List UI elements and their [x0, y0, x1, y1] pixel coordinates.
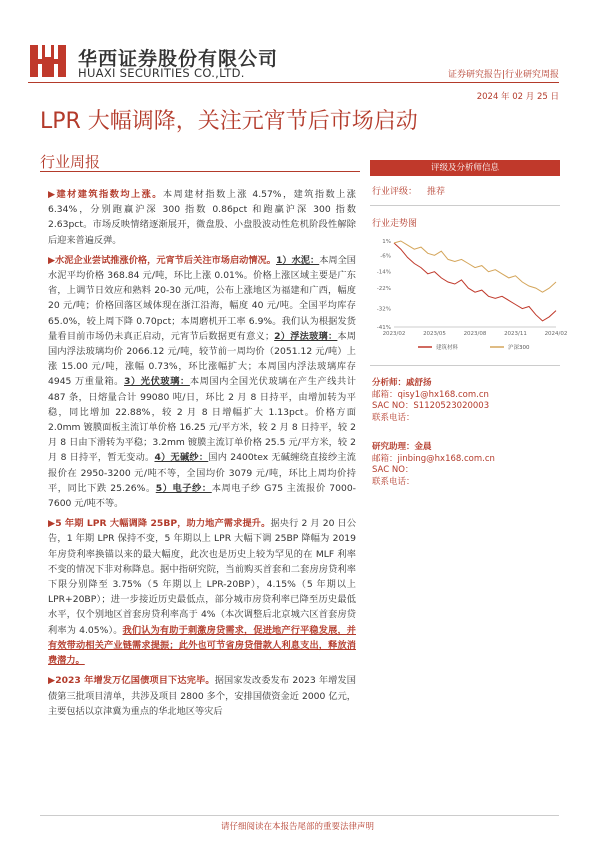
y-tick-label: -22%: [376, 286, 391, 293]
y-tick-label: -32%: [376, 306, 391, 313]
paragraph-text: 据央行 2 月 20 日公告，1 年期 LPR 保持不变，5 年期以上 LPR 大幅下调 25BP 降幅为 2019 年房贷利率换锚以来的最大幅度，此次也是历史上较为罕见的在 MLF 利率不变的情况下非对称降息。据中指研究院，当前购买首套和二套房房贷利率下限分别降至 3.75%（5 年期以上 LPR-20BP），4.15%（5 年期以上 LPR+20BP）；进一步接近历史最低点，部分城市房贷利率已降至历史最低水平，仅个别地区首套房贷利率高于 4%（本次调整后北京城六区首套房贷利率为 4.05%）。: [48, 518, 357, 636]
paragraph-text: 国内 2400tex 无碱缠绕直接纱主流报价在 2950-3200 元/吨不等，全国均价 3079 元/吨，环比上周均价持平，同比下跌 25.26%。: [48, 452, 356, 494]
section-label: 行业周报: [40, 153, 101, 171]
paragraph-index: [48, 187, 356, 248]
report-date: 2024 年 02 月 25 日: [476, 92, 559, 102]
section-divider: [40, 171, 360, 172]
page-title: LPR 大幅调降，关注元宵节后市场启动: [40, 109, 418, 134]
paragraph-text: 本周全国水泥平均价格 368.84 元/吨，环比上涨 0.01%。价格上涨区域主要是广东省，上调节日效应和熟料 20-30 元/吨，公布上涨地区为福建和广西，幅度 20 元/吨；价格回落区域体现在浙江沿海，幅度 40 元/吨。全国平均库存 65.0%，较上周下降 0.70pct；本周磨机开工率 6.9%。我们认为根据发货量看目前市场仍未真正启动，元宵节后数据更有意义；: [48, 254, 356, 342]
paragraph-lead: ▶建材建筑指数均上涨。: [48, 189, 163, 200]
paragraph-highlight: 我们认为有助于刺激房贷需求，促进地产行平稳发展，并有效带动相关产业链需求提振；此外也可节省房贷借款人利息支出，释放消费潜力。: [48, 624, 356, 667]
subsection-pv-glass: 3）光伏玻璃：: [123, 376, 190, 388]
industry-rating: [370, 184, 560, 197]
x-tick-label: 2023/11: [504, 331, 527, 337]
paragraph-lpr: [48, 516, 356, 668]
y-tick-label: -6%: [380, 253, 391, 260]
assistant-sac: SAC NO：: [372, 465, 414, 475]
analyst-phone: 联系电话：: [372, 412, 415, 423]
rating-label: 行业评级：: [372, 187, 418, 197]
series-line-hs300: [394, 241, 556, 292]
paragraph-bonds: [48, 673, 356, 719]
y-tick-label: 1%: [382, 239, 391, 245]
analyst-info: [370, 378, 560, 424]
panel-header: 评级及分析师信息: [370, 160, 560, 176]
paragraph-cement: [48, 253, 356, 511]
sidebar-panel: [370, 160, 568, 488]
paragraph-text: 本周电子纱 G75 主流报价 7000-7600 元/吨不等。: [48, 482, 356, 510]
x-tick-label: 2023/02: [382, 331, 406, 337]
footer-divider: [40, 815, 559, 816]
report-type: 证券研究报告|行业研究周报: [447, 70, 559, 80]
subsection-float-glass: 2）浮法玻璃：: [274, 330, 338, 342]
legend-label: 沪深300: [508, 345, 530, 351]
industry-trend-chart: [370, 235, 568, 355]
x-tick-label: 2024/02: [544, 331, 568, 337]
paragraph-lead: ▶5 年期 LPR 大幅调降 25BP，助力地产需求提升。: [48, 518, 271, 530]
company-name-cn: 华西证券股份有限公司: [78, 48, 279, 70]
paragraph-text: 本周国内全国光伏玻璃在产生产线共计 487 条，日熔量合计 99080 吨/日，环比 2 月 8 日持平，由增加转为平稳，同比增加 22.88%，较 2 月 8 日增幅扩大 1.13pct。价格方面 2.0mm 镀膜面板主流订单价格 16.25 元/平方米，较 2 月 8 日持平，较 2 月 8 日由下滑转为平稳；3.2mm 镀膜主流订单价格 25.5 元/平方米，较 2 月 8 日持平，暂无变动。: [48, 376, 356, 464]
subsection-alkali-free-yarn: 4）无碱纱：: [154, 452, 209, 464]
paragraph-lead: ▶2023 年增发万亿国债项目下达完毕。: [48, 675, 215, 687]
rating-value: 推荐: [427, 187, 446, 197]
analyst-role: 分析师：戚舒扬: [372, 378, 432, 388]
legend-label: 建筑材料: [436, 345, 459, 351]
panel-divider: [370, 365, 560, 366]
paragraph-text: 本周国内浮法玻璃均价 2066.12 元/吨，较节前一周均价（2051.12 元/吨）上涨 15.00 元/吨，涨幅 0.73%，环比涨幅扩大；本周国内浮法玻璃库存 4945 万重量箱。: [48, 330, 356, 388]
header-divider: [28, 82, 559, 83]
assistant-role: 研究助理：金晨: [372, 442, 432, 452]
paragraph-text: 本周建材指数上涨 4.57%，建筑指数上涨 6.34%，分别跑赢沪深 300 指数 0.86pct 和跑赢沪深 300 指数 2.63pct。市场反映情绪逐渐展开，微盘股、小盘股波动性危机阶段性解除后迎来普遍反弹。: [48, 189, 356, 246]
analyst-sac: SAC NO：S1120523020003: [372, 401, 490, 411]
assistant-email: 邮箱：jinbing@hx168.com.cn: [372, 453, 495, 464]
analyst-email: 邮箱：qisy1@hx168.com.cn: [372, 389, 489, 400]
report-body: [48, 187, 356, 724]
subsection-cement: 1）水泥：: [275, 254, 320, 266]
x-tick-label: 2023/08: [463, 331, 487, 337]
panel-divider: [370, 205, 560, 206]
trend-chart-title: 行业走势图: [372, 219, 418, 229]
company-name-en: HUAXI SECURITIES CO.,LTD.: [78, 66, 245, 80]
assistant-phone: 联系电话：: [372, 476, 415, 487]
footer-disclaimer: 请仔细阅读在本报告尾部的重要法律声明: [220, 822, 374, 832]
series-line-building-materials: [394, 243, 556, 321]
assistant-info: [370, 442, 560, 488]
paragraph-lead: ▶水泥企业尝试推涨价格，元宵节后关注市场启动情况。: [48, 254, 276, 266]
subsection-electronic-yarn: 5）电子纱：: [155, 482, 212, 494]
paragraph-text: 据国家发改委发布 2023 年增发国债第三批项目清单，共涉及项目 2800 多个，安排国债资金近 2000 亿元，主要包括以京津冀为重点的华北地区等灾后: [48, 675, 356, 717]
y-tick-label: -41%: [376, 325, 391, 331]
x-tick-label: 2023/05: [423, 331, 446, 337]
y-tick-label: -14%: [376, 269, 391, 276]
huaxi-logo-icon: [28, 41, 68, 81]
